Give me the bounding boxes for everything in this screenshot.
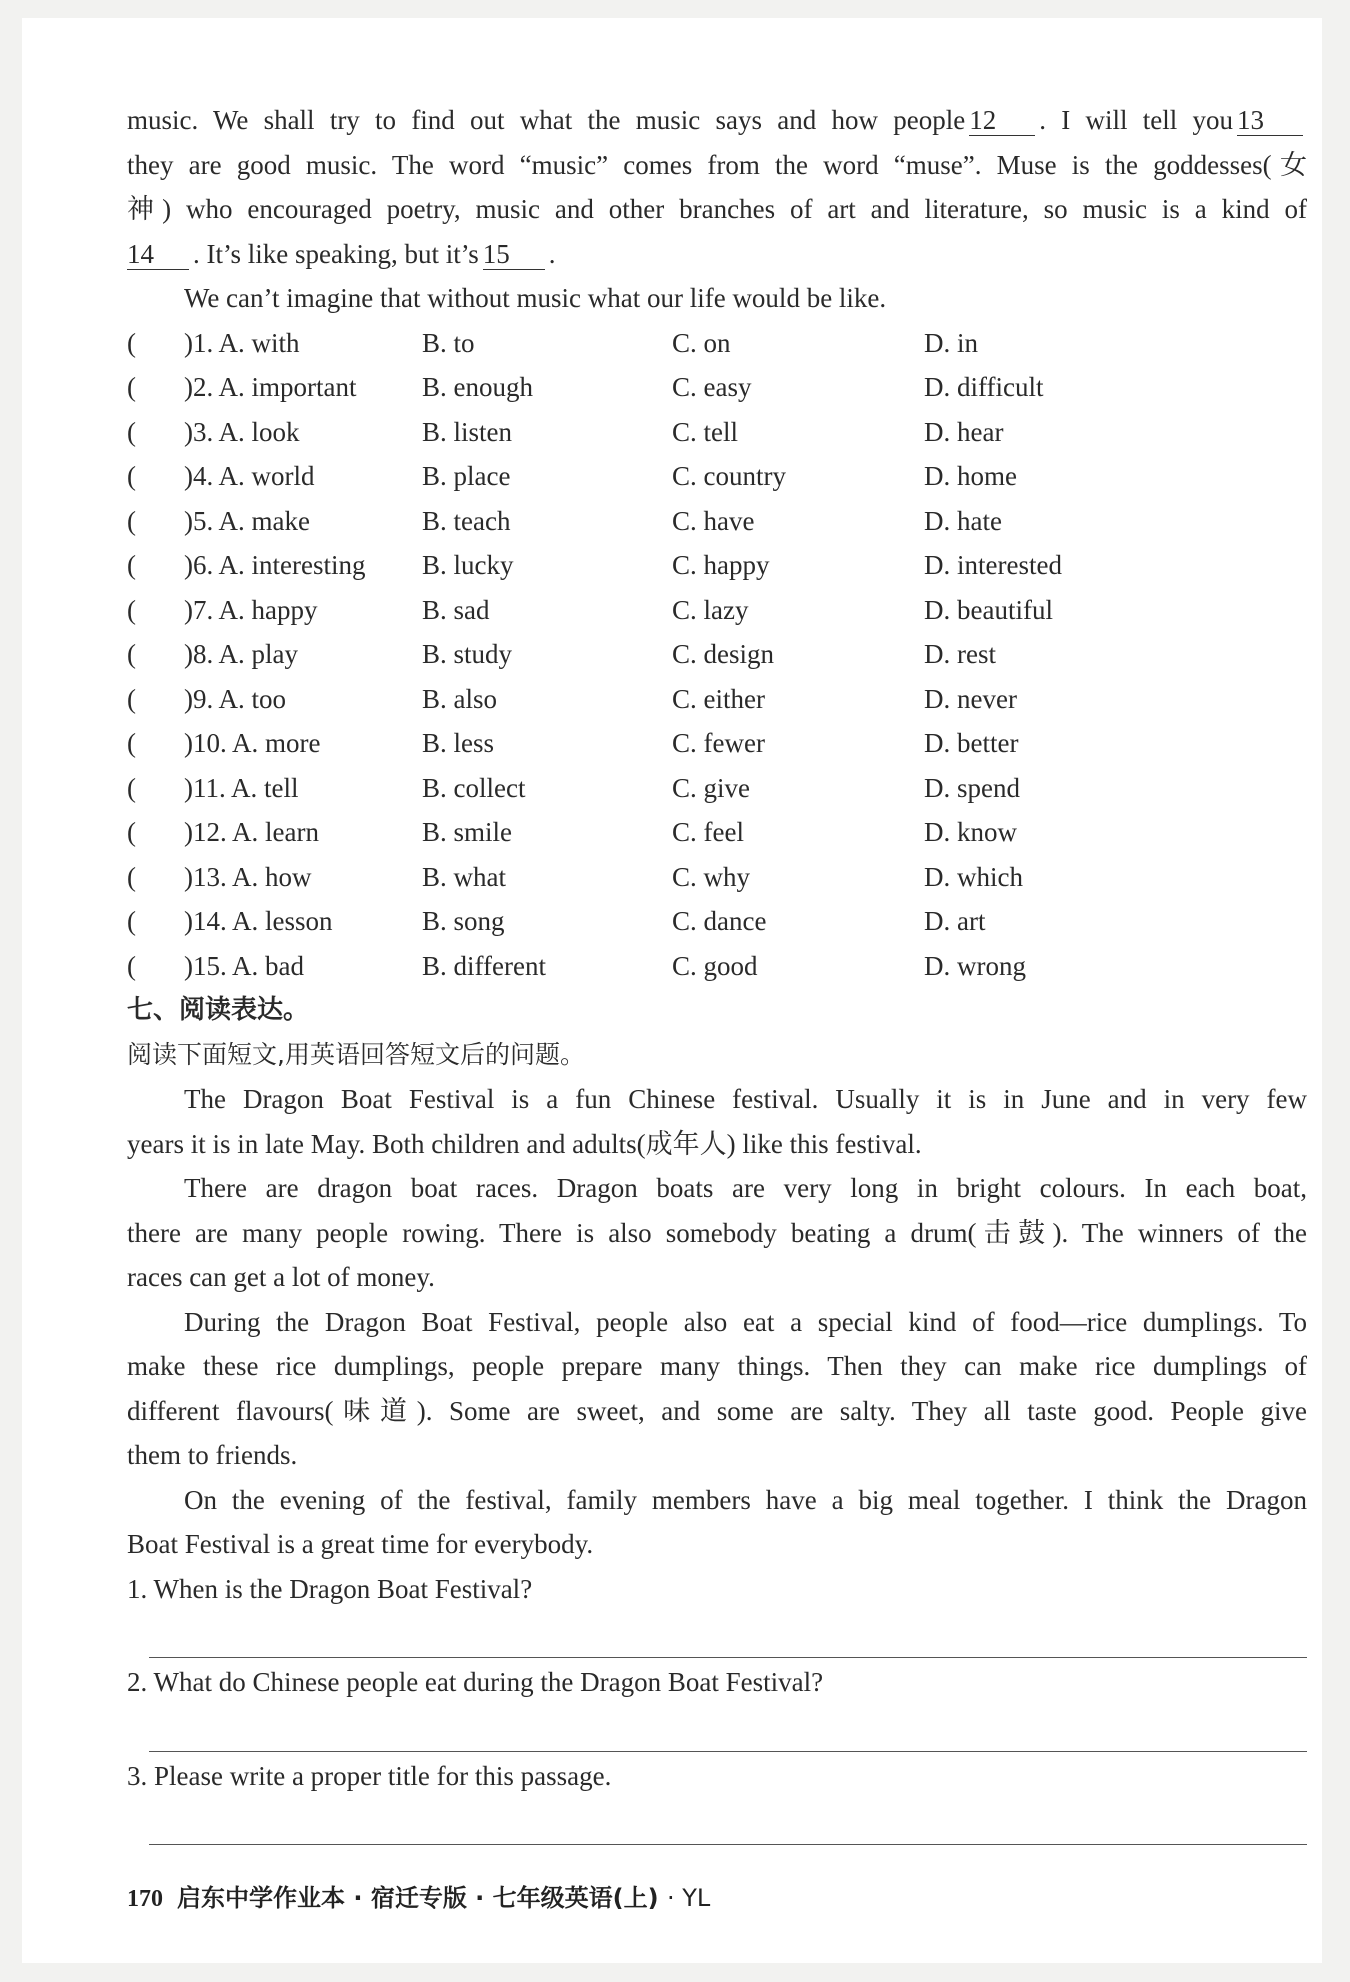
option-d: D. rest <box>924 639 996 669</box>
answer-paren[interactable]: ( <box>127 327 136 358</box>
passage-line: them to friends. <box>127 1440 298 1470</box>
option-row <box>127 899 1307 944</box>
option-c: C. either <box>672 683 765 714</box>
option-row <box>127 543 1307 588</box>
passage-line: there are many people rowing. There is also somebody beating a drum(击鼓). The winners of the <box>127 1217 1307 1248</box>
option-row <box>127 588 1307 633</box>
option-a: )2. A. important <box>184 372 357 402</box>
option-a: )7. A. happy <box>184 594 318 625</box>
option-b: B. song <box>422 906 505 936</box>
option-c: C. country <box>672 461 786 491</box>
answer-paren[interactable]: ( <box>127 594 136 625</box>
option-b: B. also <box>422 683 498 714</box>
answer-paren[interactable]: ( <box>127 372 136 402</box>
passage-text: . I will tell you <box>1039 105 1233 135</box>
section-title: 七、阅读表达。 <box>127 995 310 1025</box>
answer-paren[interactable]: ( <box>127 861 136 892</box>
answer-line-2[interactable] <box>149 1705 1307 1752</box>
option-a: )8. A. play <box>184 639 298 669</box>
option-c: C. feel <box>672 817 744 847</box>
option-b: B. lucky <box>422 550 514 580</box>
blank-14: 14 <box>127 239 189 270</box>
page-content <box>127 98 1307 1845</box>
option-a: )10. A. more <box>184 728 321 758</box>
answer-paren[interactable]: ( <box>127 683 136 714</box>
option-a: )5. A. make <box>184 505 310 536</box>
option-a: )11. A. tell <box>184 772 299 803</box>
answer-paren[interactable]: ( <box>127 416 136 447</box>
option-d: D. never <box>924 683 1017 714</box>
option-d: D. beautiful <box>924 594 1053 625</box>
option-c: C. on <box>672 327 731 358</box>
option-d: D. know <box>924 817 1017 847</box>
question-3: 3. Please write a proper title for this passage. <box>127 1760 612 1791</box>
blank-12: 12 <box>969 105 1035 136</box>
option-row <box>127 321 1307 366</box>
passage-line: make these rice dumplings, people prepare many things. Then they can make rice dumplings of <box>127 1351 1307 1381</box>
option-d: D. hear <box>924 416 1004 447</box>
passage-text: music. We shall try to find out what the music says and how people <box>127 105 966 135</box>
option-d: D. wrong <box>924 950 1026 981</box>
option-a: )13. A. how <box>184 861 312 892</box>
passage-line: On the evening of the festival, family members have a big meal together. I think the Dragon <box>184 1484 1307 1515</box>
passage-line: 神) who encouraged poetry, music and other branches of art and literature, so music is a kind of <box>127 194 1307 224</box>
option-a: )6. A. interesting <box>184 550 366 580</box>
option-c: C. have <box>672 505 755 536</box>
answer-paren[interactable]: ( <box>127 505 136 536</box>
passage-line: The Dragon Boat Festival is a fun Chinese festival. Usually it is in June and in very few <box>184 1084 1307 1114</box>
answer-line-3[interactable] <box>149 1798 1307 1845</box>
answer-paren[interactable]: ( <box>127 817 136 847</box>
option-c: C. why <box>672 861 751 892</box>
answer-paren[interactable]: ( <box>127 461 136 491</box>
option-a: )4. A. world <box>184 461 315 491</box>
book-title: 启东中学作业本 · 宿迁专版 · 七年级英语(上) <box>177 1884 659 1912</box>
section-instruction: 阅读下面短文,用英语回答短文后的问题。 <box>127 1039 585 1069</box>
answer-paren[interactable]: ( <box>127 950 136 981</box>
option-c: C. design <box>672 639 775 669</box>
option-row <box>127 810 1307 855</box>
option-a: )3. A. look <box>184 416 300 447</box>
blank-13: 13 <box>1237 105 1303 136</box>
option-row <box>127 632 1307 677</box>
option-row <box>127 721 1307 766</box>
page-number: 170 <box>127 1886 163 1912</box>
option-a: )14. A. lesson <box>184 906 333 936</box>
option-a: )15. A. bad <box>184 950 304 981</box>
passage-line: they are good music. The word “music” comes from the word “muse”. Muse is the goddesses(女 <box>127 149 1307 180</box>
option-d: D. interested <box>924 550 1062 580</box>
option-c: C. dance <box>672 906 767 936</box>
options-list <box>127 321 1307 989</box>
option-d: D. which <box>924 861 1023 892</box>
option-row <box>127 677 1307 722</box>
option-b: B. place <box>422 461 511 491</box>
option-d: D. better <box>924 728 1019 758</box>
option-row <box>127 766 1307 811</box>
passage-line: different flavours(味道). Some are sweet, and some are salty. They all taste good. People give <box>127 1395 1307 1426</box>
option-b: B. study <box>422 639 513 669</box>
blank-15: 15 <box>483 239 545 270</box>
passage-line: years it is in late May. Both children and adults(成年人) like this festival. <box>127 1128 922 1159</box>
answer-paren[interactable]: ( <box>127 906 136 936</box>
option-c: C. happy <box>672 550 770 580</box>
option-d: D. difficult <box>924 372 1044 402</box>
question-2: 2. What do Chinese people eat during the Dragon Boat Festival? <box>127 1667 824 1697</box>
option-c: C. easy <box>672 372 752 402</box>
option-row <box>127 499 1307 544</box>
page-footer <box>127 1878 710 1913</box>
option-row <box>127 855 1307 900</box>
option-c: C. good <box>672 950 758 981</box>
passage-line: There are dragon boat races. Dragon boats are very long in bright colours. In each boat, <box>184 1173 1307 1203</box>
option-c: C. give <box>672 772 750 803</box>
option-row <box>127 454 1307 499</box>
option-b: B. sad <box>422 594 490 625</box>
option-d: D. art <box>924 906 986 936</box>
option-b: B. less <box>422 728 495 758</box>
answer-line-1[interactable] <box>149 1611 1307 1658</box>
answer-paren[interactable]: ( <box>127 728 136 758</box>
passage-line <box>127 232 1307 277</box>
answer-paren[interactable]: ( <box>127 639 136 669</box>
option-a: )12. A. learn <box>184 817 319 847</box>
edition-code: · YL <box>666 1884 711 1912</box>
option-c: C. tell <box>672 416 738 447</box>
question-1: 1. When is the Dragon Boat Festival? <box>127 1573 533 1604</box>
option-d: D. spend <box>924 772 1020 803</box>
option-b: B. teach <box>422 505 511 536</box>
option-b: B. smile <box>422 817 513 847</box>
option-a: )9. A. too <box>184 683 287 714</box>
passage-text: . It’s like speaking, but it’s <box>193 238 479 269</box>
option-d: D. hate <box>924 505 1002 536</box>
passage-line: We can’t imagine that without music what our life would be like. <box>184 283 887 313</box>
passage-line <box>127 98 1307 143</box>
option-d: D. in <box>924 327 978 358</box>
workbook-page <box>22 18 1322 1963</box>
option-a: )1. A. with <box>184 327 300 358</box>
option-b: B. enough <box>422 372 533 402</box>
option-c: C. fewer <box>672 728 765 758</box>
passage-line: During the Dragon Boat Festival, people also eat a special kind of food—rice dumplings. To <box>184 1306 1307 1337</box>
answer-paren[interactable]: ( <box>127 772 136 803</box>
option-d: D. home <box>924 461 1017 491</box>
answer-paren[interactable]: ( <box>127 550 136 580</box>
passage-line: races can get a lot of money. <box>127 1262 435 1292</box>
option-b: B. collect <box>422 772 526 803</box>
option-row <box>127 410 1307 455</box>
option-row <box>127 365 1307 410</box>
option-b: B. listen <box>422 416 513 447</box>
option-b: B. different <box>422 950 546 981</box>
option-b: B. what <box>422 861 506 892</box>
option-c: C. lazy <box>672 594 749 625</box>
passage-line: Boat Festival is a great time for everybody. <box>127 1529 594 1559</box>
option-b: B. to <box>422 327 475 358</box>
passage-text: . <box>548 238 556 269</box>
option-row <box>127 944 1307 989</box>
